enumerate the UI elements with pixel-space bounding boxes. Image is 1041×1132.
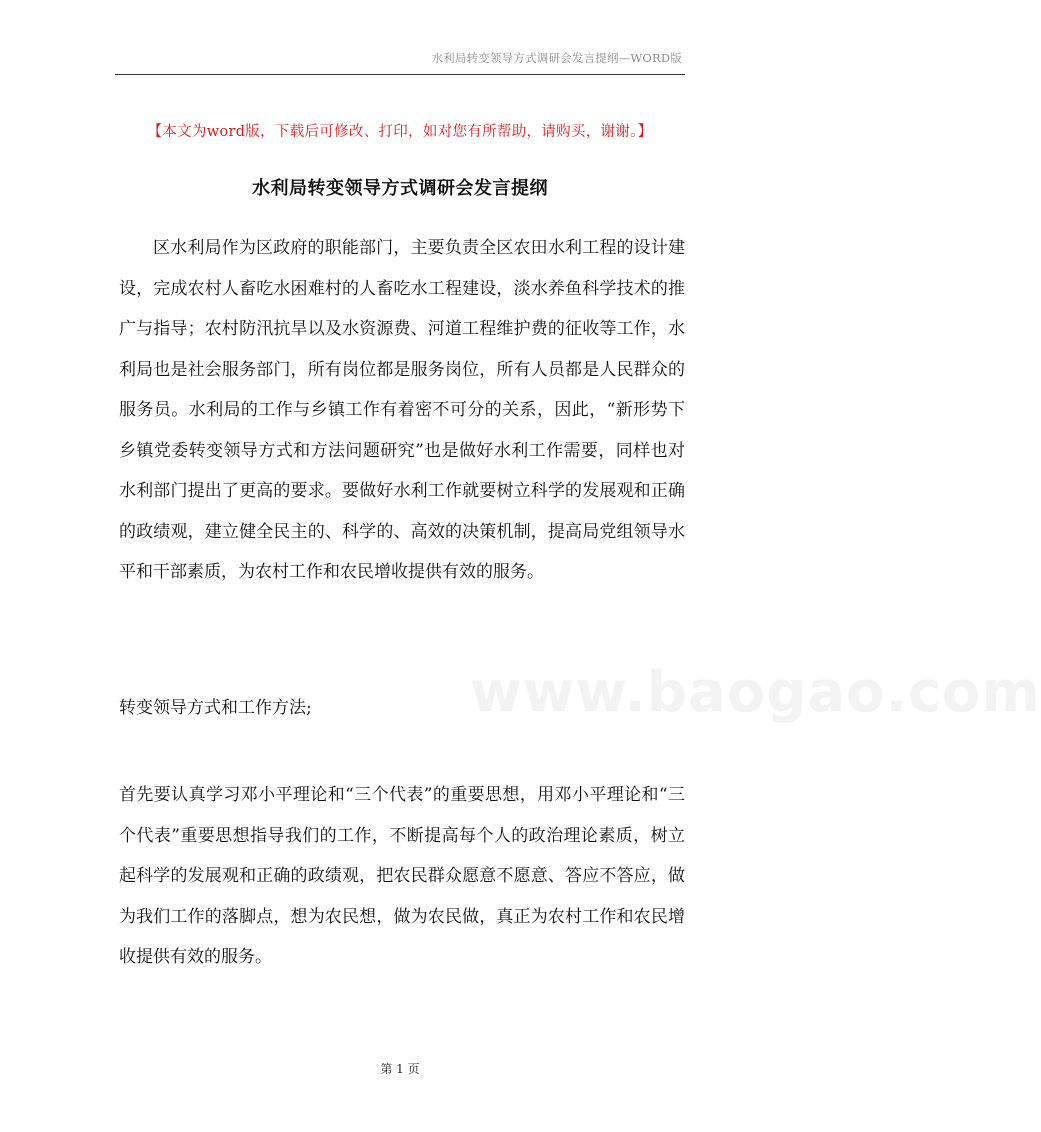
document-title: 水利局转变领导方式调研会发言提纲 xyxy=(252,178,548,199)
header-rule xyxy=(115,74,685,75)
body-paragraph-1: 区水利局作为区政府的职能部门，主要负责全区农田水利工程的设计建设，完成农村人畜吃水困难村的人畜吃水工程建设，淡水养鱼科学技术的推广与指导；农村防汛抗旱以及水资源费、河道工程维护费的征收等工作，水利局也是社会服务部门，所有岗位都是服务岗位，所有人员都是人民群众的服务员。水利局的工作与乡镇工作有着密不可分的关系，因此，“新形势下乡镇党委转变领导方式和方法问题研究”也是做好水利工作需要，同样也对水利部门提出了更高的要求。要做好水利工作就要树立科学的发展观和正确的政绩观，建立健全民主的、科学的、高效的决策机制，提高局党组领导水平和干部素质，为农村工作和农民增收提供有效的服务。 xyxy=(119,238,685,582)
body-paragraph-2: 首先要认真学习邓小平理论和“三个代表”的重要思想，用邓小平理论和“三个代表”重要思想指导我们的工作，不断提高每个人的政治理论素质，树立起科学的发展观和正确的政绩观，把农民群众愿意不愿意、答应不答应，做为我们工作的落脚点，想为农民想，做为农民做，真正为农村工作和农民增收提供有效的服务。 xyxy=(119,785,685,967)
section-heading: 转变领导方式和工作方法; xyxy=(119,698,312,718)
watermark: www.baogao.com xyxy=(470,660,1041,725)
page-number: 第 1 页 xyxy=(380,1062,420,1076)
page-header: 水利局转变领导方式调研会发言提纲—WORD版 xyxy=(431,51,682,65)
purchase-notice: 【本文为word版，下载后可修改、打印，如对您有所帮助，请购买，谢谢。】 xyxy=(147,124,653,140)
